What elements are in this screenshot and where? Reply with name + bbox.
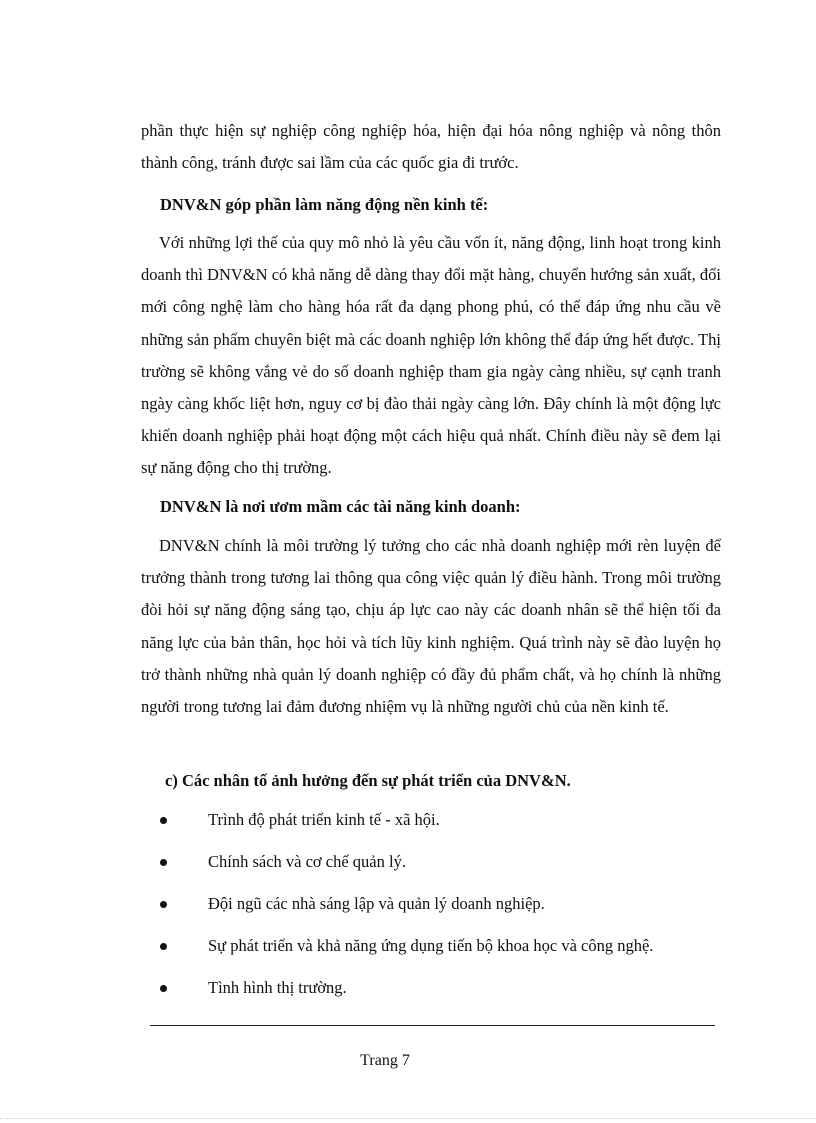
list-item-text: Trình độ phát triển kinh tế - xã hội. — [208, 810, 440, 829]
section-heading-factors: c) Các nhân tố ảnh hưởng đến sự phát triển của DNV&N. — [165, 771, 571, 790]
list-item — [150, 848, 750, 890]
bullet-icon — [160, 901, 167, 908]
list-item-text: Chính sách và cơ chế quản lý. — [208, 852, 406, 871]
section-heading-dynamism: DNV&N góp phần làm năng động nền kinh tế: — [160, 195, 489, 214]
bullet-icon — [160, 985, 167, 992]
page-bottom-border — [0, 1118, 816, 1119]
factor-list — [150, 806, 750, 1016]
footer-divider — [150, 1025, 715, 1026]
list-item — [150, 806, 750, 848]
list-item-text: Tình hình thị trường. — [208, 978, 347, 997]
bullet-icon — [160, 859, 167, 866]
list-item — [150, 932, 750, 974]
list-item-text: Đội ngũ các nhà sáng lập và quản lý doanh nghiệp. — [208, 894, 545, 913]
bullet-icon — [160, 943, 167, 950]
intro-paragraph: phần thực hiện sự nghiệp công nghiệp hóa, hiện đại hóa nông nghiệp và nông thôn thành công, tránh được sai lầm của các quốc gia đi trước. — [141, 121, 721, 173]
list-item — [150, 974, 750, 1016]
bullet-icon — [160, 817, 167, 824]
paragraph-dynamism: Với những lợi thế của quy mô nhỏ là yêu cầu vốn ít, năng động, linh hoạt trong kinh doanh thì DNV&N có khả năng dễ dàng thay đổi mặt hàng, chuyển hướng sản xuất, đổi mới công nghệ làm cho hàng hóa rất đa dạng phong phú, có thể đáp ứng nhu cầu về những sản phẩm chuyên biệt mà các doanh nghiệp lớn không thể đáp ứng hết được. Thị trường sẽ không vắng vẻ do số doanh nghiệp tham gia ngày càng nhiều, sự cạnh tranh ngày càng khốc liệt hơn, nguy cơ bị đào thải ngày càng lớn. Đây chính là một động lực khiến doanh nghiệp phải hoạt động một cách hiệu quả nhất. Chính điều này sẽ đem lại sự năng động cho thị trường. — [141, 233, 721, 478]
paragraph-talent: DNV&N chính là môi trường lý tưởng cho các nhà doanh nghiệp mới rèn luyện để trưởng thành trong tương lai thông qua công việc quản lý điều hành. Trong môi trường đòi hỏi sự năng động sáng tạo, chịu áp lực cao này các doanh nhân sẽ thể hiện tối đa năng lực của bản thân, học hỏi và tích lũy kinh nghiệm. Quá trình này sẽ đào luyện họ trở thành những nhà quản lý doanh nghiệp có đầy đủ phẩm chất, và họ chính là những người trong tương lai đảm đương nhiệm vụ là những người chủ của nền kinh tế. — [141, 536, 721, 717]
list-item — [150, 890, 750, 932]
section-heading-talent: DNV&N là nơi ươm mầm các tài năng kinh doanh: — [160, 497, 521, 516]
list-item-text: Sự phát triển và khả năng ứng dụng tiến bộ khoa học và công nghệ. — [208, 936, 654, 955]
page-number: Trang 7 — [360, 1052, 410, 1069]
